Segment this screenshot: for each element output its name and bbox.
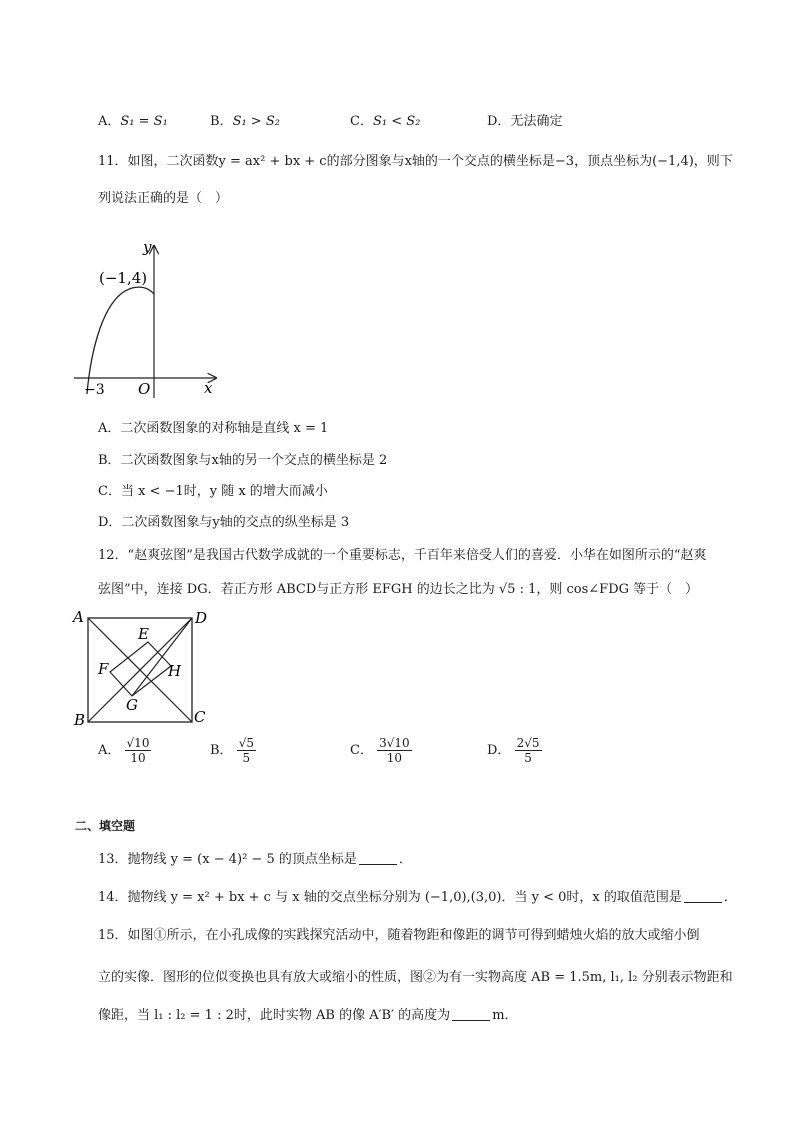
root-label: −3 [84, 382, 105, 398]
q13-end: ． [398, 852, 412, 867]
q15-line3 [98, 1004, 518, 1023]
q11-parabola-graph [70, 238, 230, 400]
fraction-denominator: 5 [242, 751, 251, 765]
option-fraction [377, 736, 412, 765]
q12-option-b [210, 736, 256, 765]
option-label: C． [350, 114, 373, 129]
option-label: D． [487, 114, 511, 129]
q14-end: ． [723, 890, 737, 905]
q11-option-a: A．二次函数图象的对称轴是直线 x = 1 [98, 421, 329, 436]
option-label: D． [487, 743, 511, 758]
q11-option-b: B．二次函数图象与x轴的另一个交点的横坐标是 2 [98, 453, 388, 468]
label-h: H [168, 662, 182, 680]
fraction-numerator: 3√10 [379, 736, 410, 750]
label-f: F [98, 660, 109, 678]
label-b: B [74, 711, 86, 729]
q11-option-c: C．当 x < −1时，y 随 x 的增大而减小 [98, 484, 328, 499]
q11-stem-line1: 11．如图，二次函数y = ax² + bx + c的部分图象与x轴的一个交点的横坐标是−3，顶点坐标为(−1,4)，则下 [98, 154, 733, 169]
x-axis-label: x [204, 379, 213, 397]
y-axis-label: y [143, 238, 152, 256]
q13-answer-blank[interactable] [359, 852, 397, 865]
q10-option-b [210, 110, 280, 129]
label-g: G [126, 696, 138, 714]
q12-zhaoshuang-figure [70, 606, 220, 731]
label-e: E [138, 625, 149, 643]
q12-option-a [98, 736, 151, 765]
q15-end: m． [492, 1008, 518, 1023]
q11-stem-line2: 列说法正确的是（ ） [98, 191, 229, 206]
option-text: 无法确定 [510, 114, 563, 129]
option-text: S₁ > S₂ [232, 114, 280, 129]
q11-option-d: D．二次函数图象与y轴的交点的纵坐标是 3 [98, 515, 350, 530]
origin-label: O [138, 380, 151, 398]
option-label: C． [350, 743, 373, 758]
option-text: S₁ < S₂ [372, 114, 421, 129]
q14-answer-blank[interactable] [684, 890, 722, 903]
label-c: C [194, 708, 206, 726]
q15-text: 像距，当 l₁ : l₂ = 1 : 2时，此时实物 AB 的像 A′B′ 的高度为 [98, 1008, 451, 1023]
fraction-numerator: √5 [238, 736, 254, 750]
option-fraction [237, 736, 256, 765]
q13-question [98, 848, 412, 867]
q14-question [98, 886, 737, 905]
q12-option-c [350, 736, 412, 765]
option-label: A． [98, 114, 121, 129]
q12-stem-line2: 弦图”中，连接 DG．若正方形 ABCD与正方形 EFGH 的边长之比为 √5 : 1，则 cos∠FDG 等于（ ） [98, 582, 699, 597]
vertex-label: (−1,4) [99, 269, 148, 287]
q14-text: 14．抛物线 y = x² + bx + c 与 x 轴的交点坐标分别为 (−1,0),(3,0)．当 y < 0时，x 的取值范围是 [98, 890, 682, 905]
q15-line1: 15．如图①所示，在小孔成像的实践探究活动中，随着物距和像距的调节可得到蜡烛火焰的放大或缩小倒 [98, 928, 700, 943]
fraction-denominator: 10 [130, 751, 146, 765]
q10-option-c [350, 110, 420, 129]
option-fraction [125, 736, 152, 765]
fraction-denominator: 5 [524, 751, 532, 765]
q10-option-a [98, 110, 168, 129]
option-fraction [515, 736, 542, 765]
q15-line2: 立的实像．图形的位似变换也具有放大或缩小的性质，图②为有一实物高度 AB = 1.5m, l₁, l₂ 分别表示物距和 [98, 970, 733, 985]
q12-stem-line1: 12．“赵爽弦图”是我国古代数学成就的一个重要标志，千百年来倍受人们的喜爱．小华在如图所示的“赵爽 [98, 548, 707, 563]
fraction-numerator: √10 [126, 736, 150, 750]
q10-option-d [487, 110, 562, 129]
option-label: A． [98, 743, 121, 758]
option-text: S₁ = S₁ [120, 114, 168, 129]
q13-text: 13．抛物线 y = (x − 4)² − 5 的顶点坐标是 [98, 852, 357, 867]
q12-option-d [487, 736, 542, 765]
section-title: 二、填空题 [75, 819, 136, 833]
fraction-denominator: 10 [386, 751, 403, 765]
fraction-numerator: 2√5 [516, 736, 540, 750]
label-a: A [73, 608, 84, 626]
option-label: B． [210, 114, 233, 129]
label-d: D [195, 609, 208, 627]
option-label: B． [210, 743, 233, 758]
q15-answer-blank[interactable] [452, 1008, 490, 1021]
